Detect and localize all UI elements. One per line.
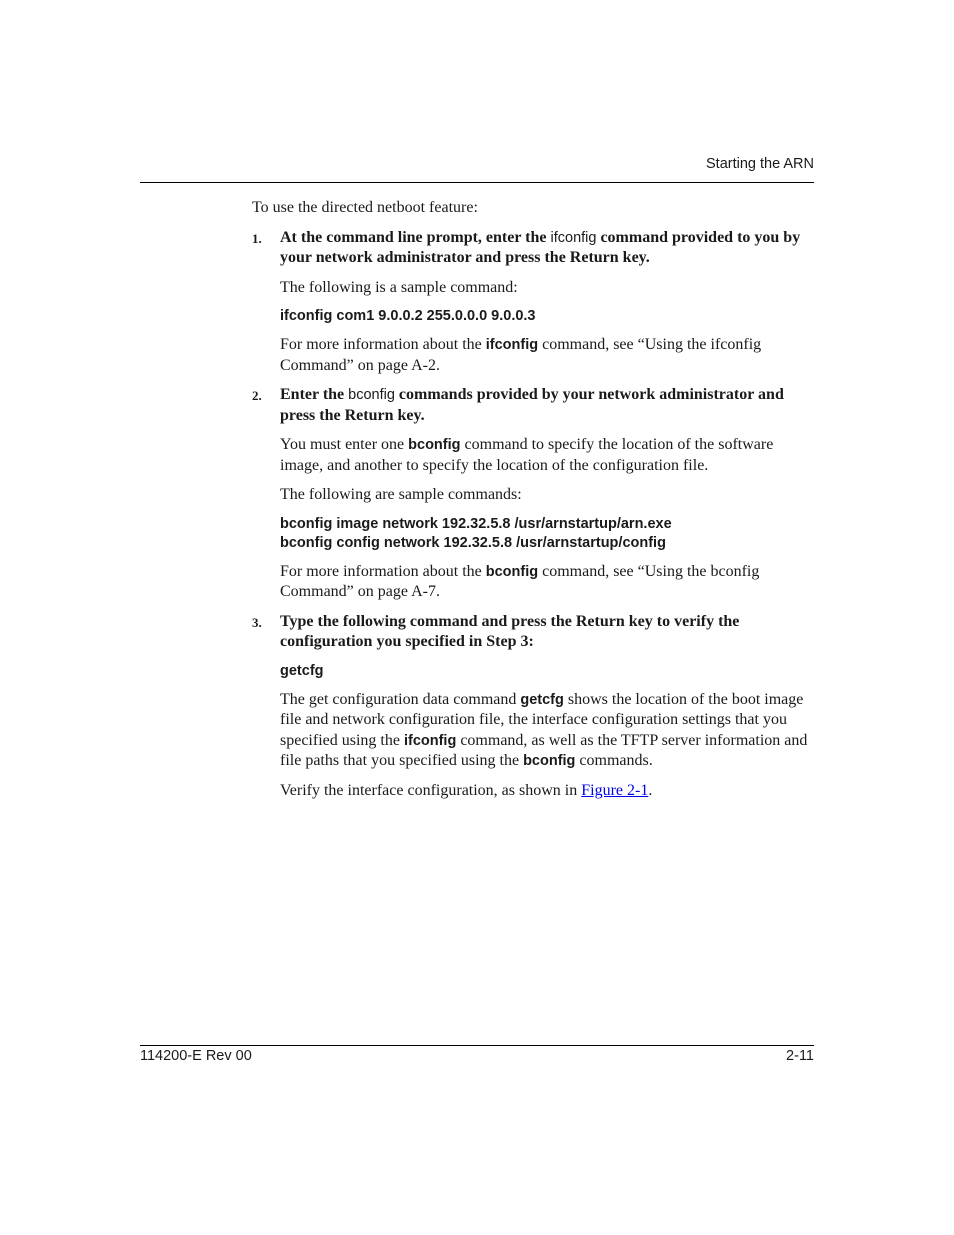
sample-command: getcfg: [280, 662, 324, 679]
verify-text: [280, 781, 814, 802]
command-name: ifconfig: [485, 337, 539, 353]
step-2: [252, 385, 814, 603]
page-body: [252, 198, 814, 810]
command-name: getcfg: [520, 691, 564, 708]
sample-intro: The following are sample commands:: [280, 486, 522, 503]
more-info-text: command, see “Using the bconfig Command” on page A-7.: [280, 562, 760, 600]
description-text: commands.: [575, 752, 653, 769]
command-name: ifconfig: [550, 229, 597, 246]
step-heading: [280, 228, 814, 269]
sample-command: ifconfig com1 9.0.0.2 255.0.0.0 9.0.0.3: [280, 308, 536, 324]
more-info: [280, 562, 814, 603]
command-name: bconfig: [408, 437, 461, 453]
more-info-text: command, see “Using the ifconfig Command” on page A-2.: [280, 336, 762, 374]
description-text: The get configuration data command: [280, 690, 521, 708]
sample-command-block: [280, 515, 814, 553]
command-name: ifconfig: [403, 732, 457, 749]
command-name: bconfig: [348, 387, 395, 403]
requirement-text-part: You must enter one: [280, 436, 409, 453]
command-description: [280, 690, 814, 772]
footer-page-number: 2-11: [786, 1048, 814, 1064]
description-text: command, as well as the TFTP server information and file paths that you specified using the: [280, 731, 808, 769]
intro-text: To use the directed netboot feature:: [252, 199, 478, 216]
step-heading-text: commands provided by your network administrator and press the Return key.: [280, 386, 784, 424]
step-1: [252, 228, 814, 377]
step-heading-text: Enter the: [280, 386, 349, 403]
header-rule: [140, 182, 814, 183]
sample-intro: The following is a sample command:: [280, 278, 518, 296]
verify-text-part: Verify the interface configuration, as shown in: [280, 781, 582, 799]
requirement-text: [280, 435, 814, 476]
command-name: bconfig: [485, 563, 539, 580]
description-text: shows the location of the boot image file and network configuration file, the interface configuration settings that you specified using the: [280, 690, 804, 749]
step-number: 3.: [252, 614, 262, 630]
sample-command: bconfig image network 192.32.5.8 /usr/arnstartup/arn.exe: [280, 515, 672, 532]
figure-2-1-link[interactable]: Figure 2-1: [581, 781, 649, 799]
step-3: [252, 612, 814, 802]
step-heading-text: command provided to you by your network administrator and press the Return key.: [280, 228, 801, 266]
step-heading: [280, 385, 814, 426]
more-info: [280, 335, 814, 376]
verify-text-part: .: [648, 781, 653, 799]
page-header-title: Starting the ARN: [706, 156, 814, 172]
step-heading: Type the following command and press the Return key to verify the configuration you specified in Step 3:: [280, 612, 740, 650]
requirement-text-part: command to specify the location of the software image, and another to specify the location of the configuration file.: [280, 436, 774, 474]
step-number: 2.: [252, 388, 262, 403]
command-name: bconfig: [523, 753, 576, 769]
footer-doc-id: 114200-E Rev 00: [140, 1048, 252, 1064]
footer-rule: [140, 1045, 814, 1046]
more-info-text: For more information about the: [280, 336, 486, 353]
step-number: 1.: [252, 230, 262, 246]
step-heading-text: At the command line prompt, enter the: [280, 228, 551, 246]
sample-command: bconfig config network 192.32.5.8 /usr/arnstartup/config: [280, 534, 666, 551]
more-info-text: For more information about the: [280, 562, 486, 580]
